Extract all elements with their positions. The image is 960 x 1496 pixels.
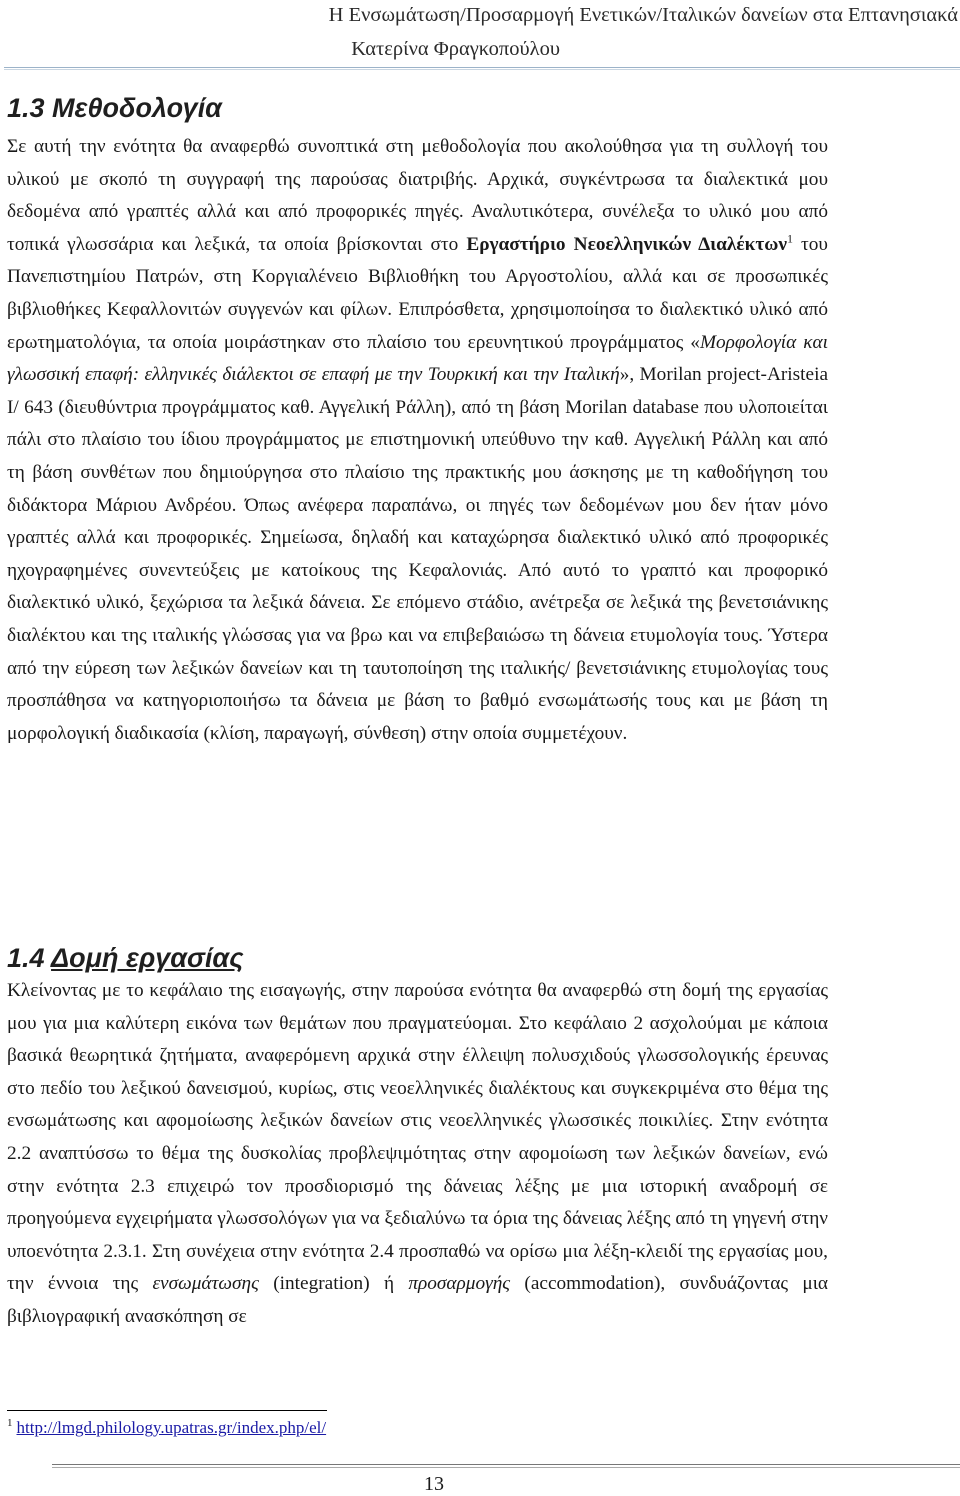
methodology-paragraph <box>7 131 828 750</box>
heading-text: Δομή εργασίας <box>51 943 244 973</box>
header-title: Η Ενσωμάτωση/Προσαρμογή Ενετικών/Ιταλικών δανείων στα Επτανησιακά <box>328 4 958 26</box>
footer-rule-secondary <box>52 1467 960 1468</box>
methodology-text-1: Σε αυτή την ενότητα θα αναφερθώ συνοπτικά στη μεθοδολογία που ακολούθησα για τη συλλογή του υλικού με σκοπό τη συγγραφή της παρούσας διατριβής. Αρχικά, συγκέντρωσα τα διαλεκτικά μου δεδομένα από γραπτές αλλά και από προφορικές πηγές. Αναλυτικότερα, συνέλεξα το υλικό μου από τοπικά γλωσσάρια και λεξικά, τα οποία βρίσκονται στο <box>7 136 828 255</box>
header-rule-secondary <box>4 69 960 70</box>
header-rule <box>4 67 960 68</box>
lab-name: Εργαστήριο Νεοελληνικών Διαλέκτων <box>466 233 787 255</box>
page-number: 13 <box>424 1473 444 1495</box>
project-title: Μορφολογία και γλωσσική επαφή: ελληνικές διάλεκτοι σε επαφή με την Τουρκική και την Ιταλική <box>7 331 829 386</box>
methodology-text-3: », Morilan project-Aristeia I/ 643 (διευθύντρια προγράμματος καθ. Αγγελική Ράλλη), από τη βάση Morilan database που υλοποιείται πάλι στο πλαίσιο του ίδιου προγράμματος με επιστημονική υπεύθυνο την καθ. Αγγελική Ράλλη και από τη βάση συνθέτων που δημιούργησα στο πλαίσιο της πρακτικής μου άσκησης με τη καθοδήγηση του διδάκτορα Μάριου Ανδρέου. Όπως ανέφερα παραπάνω, οι πηγές των δεδομένων μου δεν ήταν μόνο γραπτές αλλά και προφορικές. Σημείωσα, δηλαδή και καταχώρησα διαλεκτικό υλικό από προφορικές ηχογραφημένες συνεντεύξεις με κατοίκους της Κεφαλονιάς. Από αυτό το γραπτό και προφορικό διαλεκτικό υλικό, ξεχώρισα τα λεξικά δάνεια. Σε επόμενο στάδιο, ανέτρεξα σε λεξικά της βενετσιάνικης διαλέκτου και της ιταλικής γλώσσας για να βρω και να επιβεβαιώσω τη δάνεια ετυμολογία τους. Ύστερα από την εύρεση των λεξικών δανείων και τη ταυτοποίηση της ιταλικής/ βενετσιάνικης ετυμολογίας τους προσπάθησα να κατηγοριοποιήσω τα δάνεια με βάση το βαθμό ενσωμάτωσής τους και με βάση τη μορφολογική διαδικασία (κλίση, παραγωγή, σύνθεση) στην οποία συμμετέχουν. <box>7 364 828 744</box>
header-author: Κατερίνα Φραγκοπούλου <box>351 38 560 60</box>
methodology-text-2: του Πανεπιστημίου Πατρών, στη Κοργιαλένειο Βιβλιοθήκη του Αργοστολίου, αλλά και σε προσωπικές βιβλιοθήκες Κεφαλλονιτών συγγενών και φίλων. Επιπρόσθετα, χρησιμοποίησα το διαλεκτικό υλικό από ερωτηματολόγια, τα οποία μοιράστηκαν στο πλαίσιο του ερευνητικού προγράμματος « <box>7 233 828 353</box>
structure-text-1: Κλείνοντας με το κεφάλαιο της εισαγωγής, στην παρούσα ενότητα θα αναφερθώ στη δομή της εργασίας μου για μια καλύτερη εικόνα των θεμάτων που πραγματεύομαι. Στο κεφάλαιο 2 ασχολούμαι με κάποια βασικά θεωρητικά ζητήματα, αναφερόμενη αρχικά στην έλλειψη πολυσχιδούς γλωσσολογικής έρευνας στο πεδίο του λεξικού δανεισμού, κυρίως, στις νεοελληνικές διαλέκτους και συγκεκριμένα στο θέμα της ενσωμάτωσης και αφομοίωσης λεξικών δανείων στις νεοελληνικές γλωσσικές ποικιλίες. Στην ενότητα 2.2 αναπτύσσω το θέμα της δυσκολίας προβλεψιμότητας στην αφομοίωση των λεξικών δανείων, ενώ στην ενότητα 2.3 επιχειρώ τον προσδιορισμό της δάνειας λέξης με μια ιστορική αναδρομή σε προηγούμενα εγχειρήματα γλωσσολόγων για να ξεδιαλύνω τα όρια της δάνειας λέξης από τη γηγενή στην υποενότητα 2.3.1. Στη συνέχεια στην ενότητα 2.4 προσπαθώ να ορίσω μια λέξη-κλειδί της εργασίας μου, την έννοια της <box>7 980 828 1295</box>
term-integration: ενσωμάτωσης <box>152 1273 259 1295</box>
footer-rule <box>52 1464 960 1465</box>
section-heading-structure <box>7 943 244 974</box>
structure-text-2: (integration) ή <box>258 1273 409 1295</box>
structure-text-3: (accommodation), συνδυάζοντας μια βιβλιογραφική ανασκόπηση σε <box>7 1273 828 1327</box>
structure-paragraph <box>7 975 828 1334</box>
term-accommodation: προσαρμογής <box>408 1273 511 1295</box>
footnote-link[interactable]: http://lmgd.philology.upatras.gr/index.php/el/ <box>16 1418 327 1437</box>
footnote-separator <box>7 1410 327 1411</box>
heading-number: 1.4 <box>7 943 52 973</box>
footnote <box>7 1418 326 1438</box>
section-heading-methodology: 1.3 Μεθοδολογία <box>7 93 222 123</box>
footnote-reference[interactable]: 1 <box>786 231 793 246</box>
footnote-mark: 1 <box>7 1417 13 1430</box>
